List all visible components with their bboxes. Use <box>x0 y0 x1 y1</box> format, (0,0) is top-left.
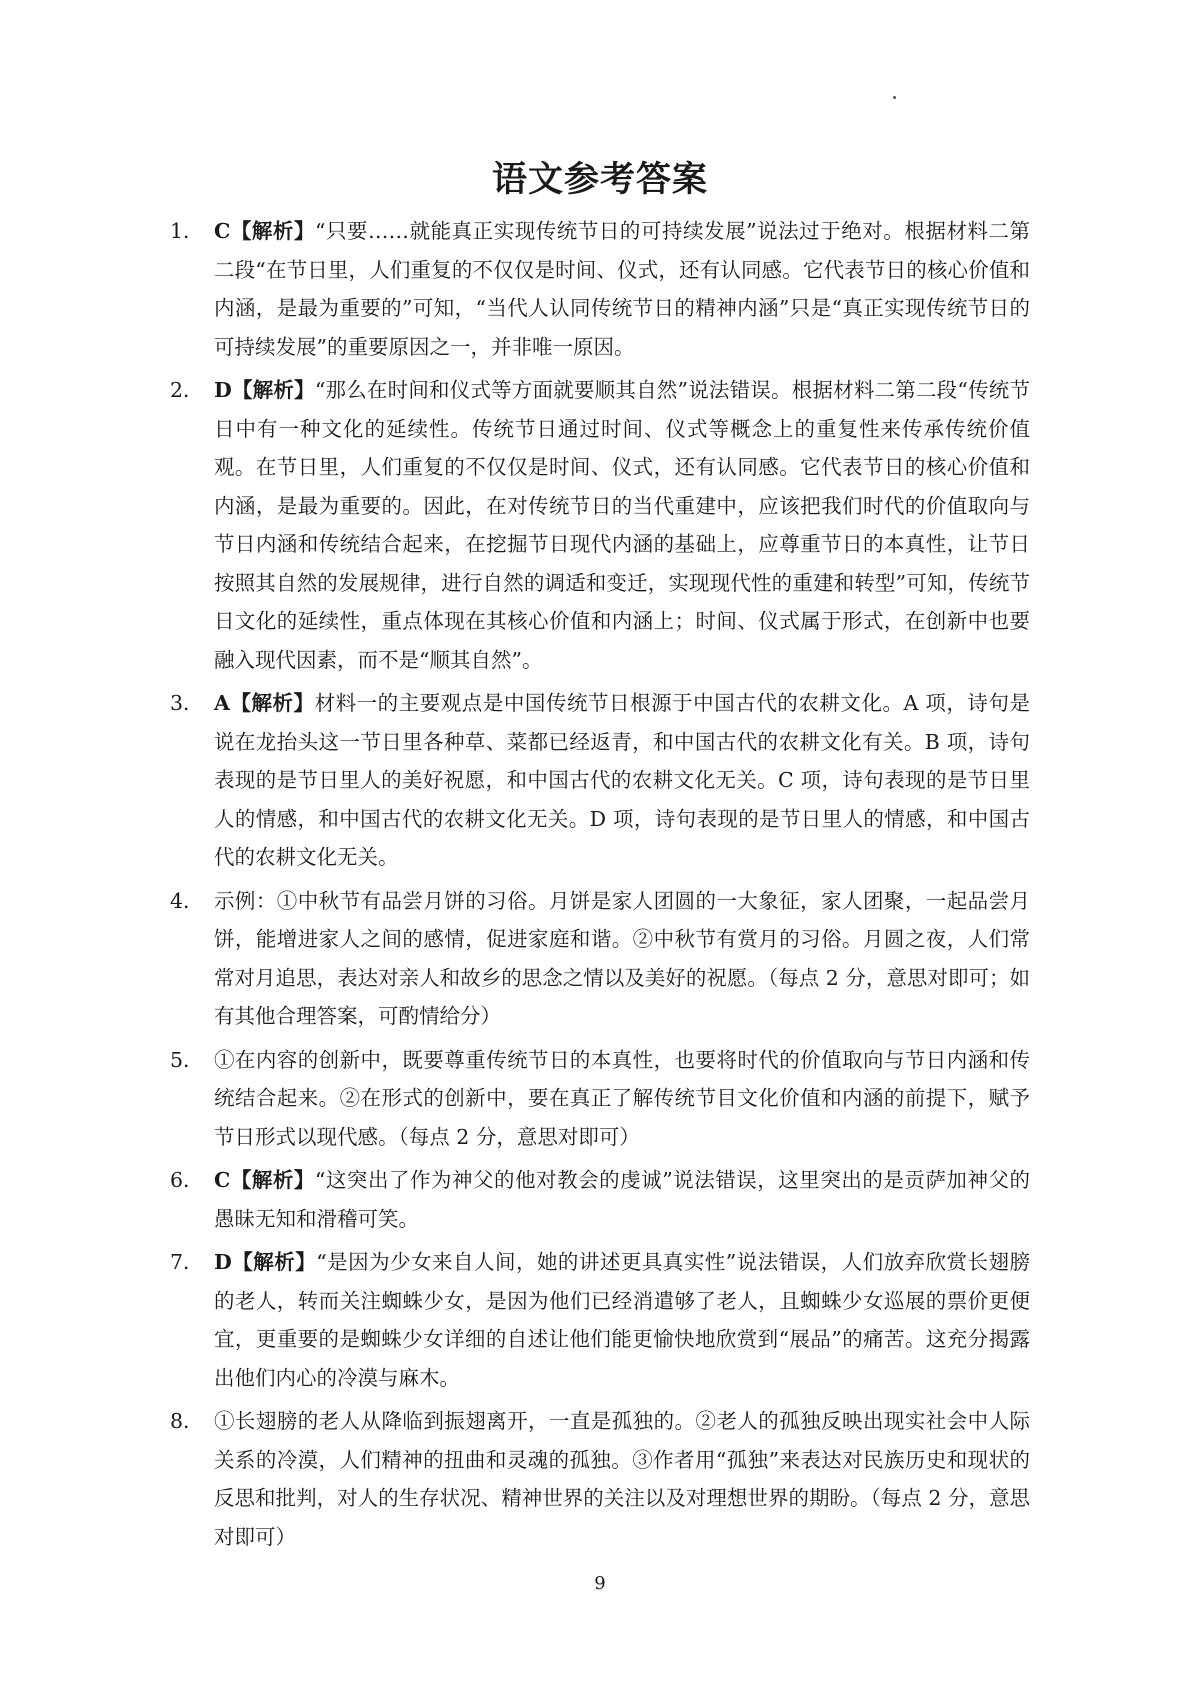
answer-item-8 <box>170 1402 1030 1556</box>
answer-number: 6． <box>170 1168 204 1192</box>
answer-text: “那么在时间和仪式等方面就要顺其自然”说法错误。根据材料二第二段“传统节日中有一种文化的延续性。传统节日通过时间、仪式等概念上的重复性来传承传统价值观。在节日里，人们重复的不仅仅是时间、仪式，还有认同感。它代表节日的核心价值和内涵，是最为重要的。因此，在对传统节日的当代重建中，应该把我们时代的价值取向与节日内涵和传统结合起来，在挖掘节日现代内涵的基础上，应尊重节日的本真性，让节日按照其自然的发展规律，进行自然的调适和变迁，实现现代性的重建和转型”可知，传统节日文化的延续性，重点体现在其核心价值和内涵上；时间、仪式属于形式，在创新中也要融入现代因素，而不是“顺其自然”。 <box>214 378 1030 672</box>
answer-number: 1． <box>170 219 204 243</box>
answer-key: D【解析】 <box>214 378 315 402</box>
answer-item-7 <box>170 1243 1030 1397</box>
scan-dot-mark <box>893 96 896 99</box>
answer-text: ①长翅膀的老人从降临到振翅离开，一直是孤独的。②老人的孤独反映出现实社会中人际关系的冷漠，人们精神的扭曲和灵魂的孤独。③作者用“孤独”来表达对民族历史和现状的反思和批判，对人的生存状况、精神世界的关注以及对理想世界的期盼。（每点 2 分，意思对即可） <box>214 1409 1030 1549</box>
answer-text: “是因为少女来自人间，她的讲述更具真实性”说法错误，人们放弃欣赏长翅膀的老人，转而关注蜘蛛少女，是因为他们已经消遣够了老人，且蜘蛛少女巡展的票价更便宜，更重要的是蜘蛛少女详细的自述让他们能更愉快地欣赏到“展品”的痛苦。这充分揭露出他们内心的冷漠与麻木。 <box>214 1250 1030 1390</box>
answer-item-5 <box>170 1041 1030 1157</box>
answer-number: 2． <box>170 378 204 402</box>
answer-item-6 <box>170 1161 1030 1238</box>
answer-list <box>170 212 1030 1561</box>
answer-key: C【解析】 <box>214 219 315 243</box>
answer-key: D【解析】 <box>214 1250 317 1274</box>
answer-number: 8． <box>170 1409 204 1433</box>
answer-text: 示例：①中秋节有品尝月饼的习俗。月饼是家人团圆的一大象征，家人团聚，一起品尝月饼，能增进家人之间的感情，促进家庭和谐。②中秋节有赏月的习俗。月圆之夜，人们常常对月追思，表达对亲人和故乡的思念之情以及美好的祝愿。（每点 2 分，意思对即可；如有其他合理答案，可酌情给分） <box>214 888 1030 1028</box>
answer-number: 4． <box>170 888 204 913</box>
answer-text: ①在内容的创新中，既要尊重传统节日的本真性，也要将时代的价值取向与节日内涵和传统结合起来。②在形式的创新中，要在真正了解传统节目文化价值和内涵的前提下，赋予节日形式以现代感。（每点 2 分，意思对即可） <box>214 1047 1030 1149</box>
answer-item-1 <box>170 212 1030 366</box>
answer-item-4 <box>170 882 1030 1036</box>
answer-item-3 <box>170 684 1030 877</box>
answer-text: “只要……就能真正实现传统节日的可持续发展”说法过于绝对。根据材料二第二段“在节日里，人们重复的不仅仅是时间、仪式，还有认同感。它代表节日的核心价值和内涵，是最为重要的”可知，“当代人认同传统节日的精神内涵”只是“真正实现传统节日的可持续发展”的重要原因之一，并非唯一原因。 <box>214 219 1030 359</box>
answer-number: 7． <box>170 1250 204 1274</box>
answer-number: 3． <box>170 691 204 715</box>
answer-item-2 <box>170 371 1030 679</box>
answer-key: C【解析】 <box>214 1168 315 1192</box>
answer-number: 5． <box>170 1047 204 1072</box>
answer-key: A【解析】 <box>214 691 315 715</box>
page-number: 9 <box>594 1573 606 1594</box>
page-title: 语文参考答案 <box>491 159 708 200</box>
answer-text: “这突出了作为神父的他对教会的虔诚”说法错误，这里突出的是贡萨加神父的愚昧无知和滑稽可笑。 <box>214 1168 1030 1231</box>
answer-text: 材料一的主要观点是中国传统节日根源于中国古代的农耕文化。A 项，诗句是说在龙抬头这一节日里各种草、菜都已经返青，和中国古代的农耕文化有关。B 项，诗句表现的是节日里人的美好祝愿，和中国古代的农耕文化无关。C 项，诗句表现的是节日里人的情感，和中国古代的农耕文化无关。D 项，诗句表现的是节日里人的情感，和中国古代的农耕文化无关。 <box>214 691 1030 869</box>
